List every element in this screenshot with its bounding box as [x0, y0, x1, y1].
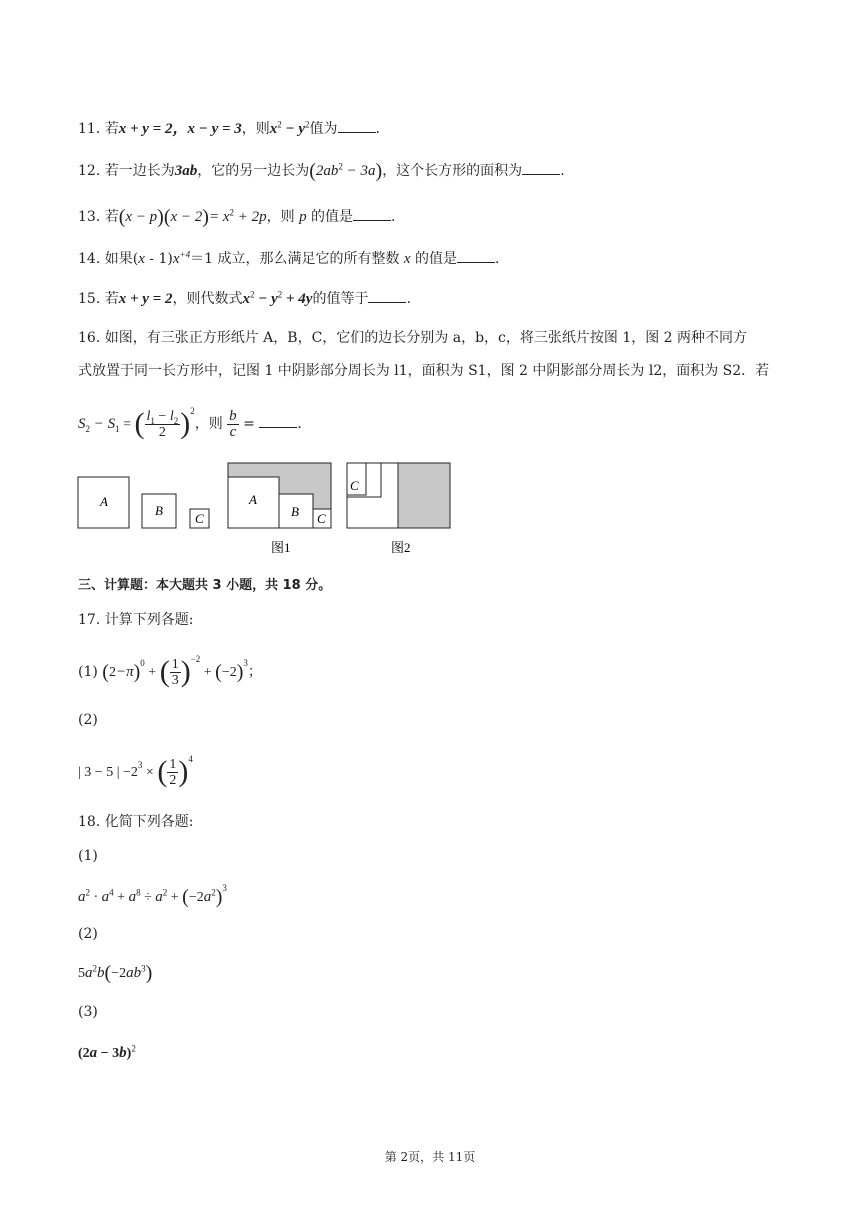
fraction-l: $\frac{l_1 - l_2}{2}$: [146, 408, 179, 440]
question-17-part2-label: (2): [78, 712, 98, 728]
question-15: 15. 若x + y = 2，则代数式$x^2 - y^2 + 4y$的值等于 .: [78, 289, 411, 307]
answer-blank[interactable]: [368, 288, 406, 303]
answer-blank[interactable]: [522, 160, 560, 175]
question-18-part3: $(2a - 3b)^2$: [78, 1043, 136, 1061]
question-18-part1: $a^2 \cdot a^4 + a^8 \div a^2 + (-2a^2)^3$: [78, 883, 227, 908]
question-16-line2: 式放置于同一长方形中，记图 1 中阴影部分周长为 l1，面积为 S1，图 2 中阴影部分周长为 l2，面积为 S2．若: [78, 363, 770, 379]
answer-blank[interactable]: [338, 118, 376, 133]
page-footer: 第 2页，共 11页: [384, 1150, 476, 1164]
answer-blank[interactable]: [457, 248, 495, 263]
fig2-caption: 图2: [391, 540, 411, 555]
fig1-label-c: C: [317, 511, 326, 526]
question-18-title: 18. 化简下列各题:: [78, 814, 194, 830]
question-18-part3-label: (3): [78, 1004, 98, 1020]
fig1-caption: 图1: [271, 540, 291, 555]
fig2-label-c: C: [350, 478, 359, 493]
question-11: 11. 若x + y = 2，x − y = 3，则$x^2 - y^2$值为 .: [78, 119, 380, 137]
question-14: 14. 如果$(x - 1)x^{+4}=1$ 成立，那么满足它的所有整数 x 的值是 .: [78, 249, 500, 267]
squares-figure: [70, 458, 470, 562]
fig1-label-b: B: [291, 504, 299, 519]
label-c: C: [195, 511, 204, 526]
question-16-condition: $S_2 - S_1$ = ( $\frac{l_1 - l_2}{2}$ )$^2$，则 $\frac{b}{c}$ = .: [78, 406, 302, 440]
question-17-title: 17. 计算下列各题:: [78, 612, 194, 628]
label-a: A: [100, 494, 108, 509]
answer-blank[interactable]: [259, 413, 297, 428]
question-16-line1: 16. 如图，有三张正方形纸片 A，B，C，它们的边长分别为 a，b，c，将三张纸片按图 1，图 2 两种不同方: [78, 330, 748, 346]
question-17-part1: (1) $(2-\pi)^0$ + ( $\frac{1}{3}$ )$^{-2} + (-2)^3$；: [78, 654, 262, 688]
question-18-part2: $5a^2b(-2ab^3)$: [78, 962, 153, 984]
fraction-b-over-c: $\frac{b}{c}$: [229, 407, 237, 440]
section-heading: 三、计算题：本大题共 3 小题，共 18 分。: [78, 578, 332, 593]
fig1-label-a: A: [249, 492, 257, 507]
question-17-part2: | 3 − 5 | $-2^3$ × ( $\frac{1}{2}$ )$^4$: [78, 754, 193, 788]
question-12: 12. 若一边长为3ab，它的另一边长为$(2ab^2 - 3a)$，这个长方形的面积为 .: [78, 160, 565, 182]
label-b: B: [155, 503, 163, 518]
question-18-part1-label: (1): [78, 848, 98, 864]
question-18-part2-label: (2): [78, 926, 98, 942]
question-13: 13. 若$(x - p)(x - 2)= x^2 + 2p$，则 p 的值是 .: [78, 206, 396, 228]
answer-blank[interactable]: [353, 206, 391, 221]
